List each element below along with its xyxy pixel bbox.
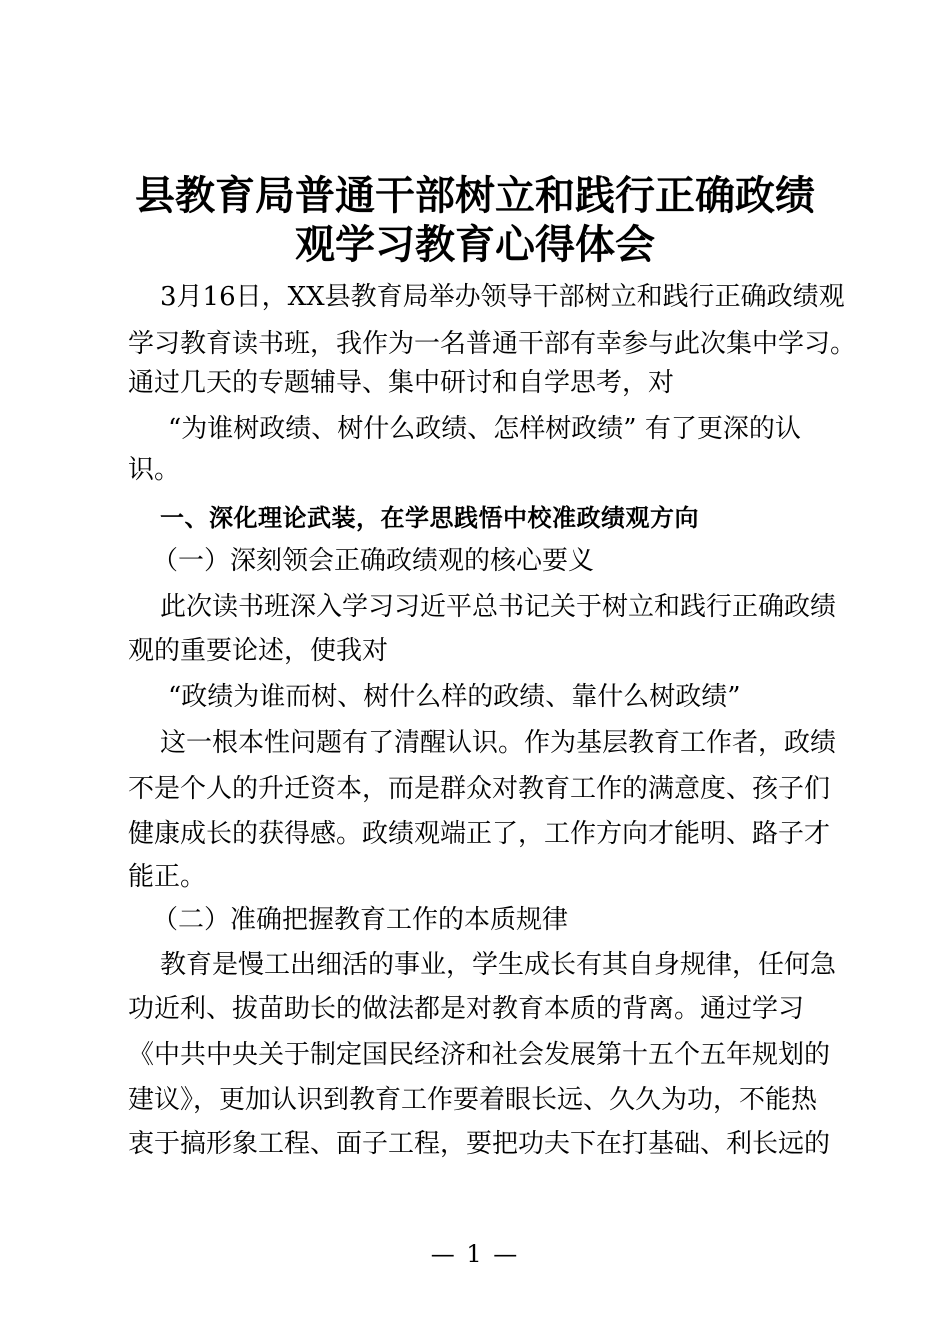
quote-line: “为谁树政绩、树什么政绩、怎样树政绩” 有了更深的认 — [168, 414, 801, 444]
body-line: 识。 — [128, 455, 181, 485]
body-line: 能正。 — [128, 862, 207, 892]
body-line: 这一根本性问题有了清醒认识。作为基层教育工作者，政绩 — [160, 728, 837, 758]
section-heading-1: 一、深化理论武装，在学思践悟中校准政绩观方向 — [160, 504, 699, 532]
body-line: 此次读书班深入学习习近平总书记关于树立和践行正确政绩 — [160, 592, 837, 622]
body-line: 不是个人的升迁资本，而是群众对教育工作的满意度、孩子们 — [128, 774, 831, 804]
body-line: 《中共中央关于制定国民经济和社会发展第十五个五年规划的 — [128, 1040, 831, 1070]
body-line: 3月16日，XX县教育局举办领导干部树立和践行正确政绩观 — [160, 282, 845, 312]
document-title-line-2: 观学习教育心得体会 — [295, 222, 655, 268]
body-line: 学习教育读书班，我作为一名普通干部有幸参与此次集中学习。 — [128, 329, 857, 359]
body-line: 观的重要论述，使我对 — [128, 636, 389, 666]
body-line: 建议》，更加认识到教育工作要着眼长远、久久为功，不能热 — [128, 1085, 818, 1115]
body-line: 教育是慢工出细活的事业，学生成长有其自身规律，任何急 — [160, 950, 837, 980]
body-line: 健康成长的获得感。政绩观端正了，工作方向才能明、路子才 — [128, 819, 831, 849]
document-title-line-1: 县教育局普通干部树立和践行正确政绩 — [135, 173, 815, 219]
body-line: 衷于搞形象工程、面子工程，要把功夫下在打基础、利长远的 — [128, 1129, 831, 1159]
page-number: — 1 — — [430, 1240, 520, 1268]
subsection-heading-2: （二）准确把握教育工作的本质规律 — [152, 905, 569, 935]
quote-line: “政绩为谁而树、树什么样的政绩、靠什么树政绩” — [168, 682, 741, 712]
body-line: 功近利、拔苗助长的做法都是对教育本质的背离。通过学习 — [128, 994, 805, 1024]
body-line: 通过几天的专题辅导、集中研讨和自学思考，对 — [128, 368, 675, 398]
subsection-heading-1: （一）深刻领会正确政绩观的核心要义 — [152, 546, 595, 576]
